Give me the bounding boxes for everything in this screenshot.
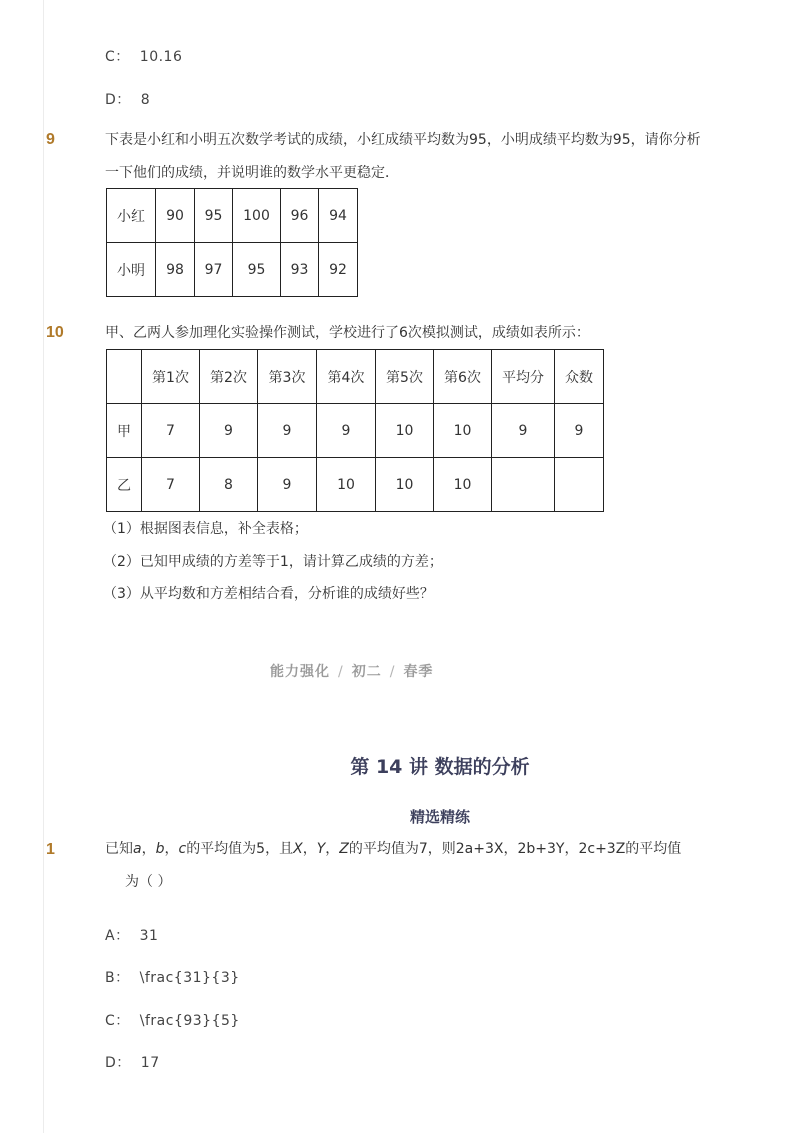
course-footer bbox=[270, 661, 433, 681]
question-number-1: 1 bbox=[46, 841, 55, 858]
question-10-text: 甲、乙两人参加理化实验操作测试，学校进行了6次模拟测试，成绩如表所示： bbox=[105, 325, 590, 341]
option-letter: B bbox=[105, 970, 116, 986]
table-cell-empty bbox=[492, 458, 555, 512]
option-letter: A bbox=[105, 928, 116, 944]
text-segment: 已知 bbox=[105, 841, 133, 857]
option-colon: ： bbox=[115, 928, 130, 944]
footer-course: 能力强化 bbox=[270, 664, 330, 680]
table-cell: 96 bbox=[281, 189, 319, 243]
option-value: 8 bbox=[140, 92, 151, 108]
footer-separator: / bbox=[389, 664, 396, 680]
table-cell: 10 bbox=[434, 404, 492, 458]
table-header-cell: 第5次 bbox=[376, 350, 434, 404]
table-cell: 92 bbox=[319, 243, 358, 297]
q10-score-table bbox=[106, 349, 604, 512]
table-header-cell: 第6次 bbox=[434, 350, 492, 404]
table-cell: 94 bbox=[319, 189, 358, 243]
margin-rule bbox=[43, 0, 44, 1133]
table-cell: 95 bbox=[233, 243, 281, 297]
table-header-cell: 第3次 bbox=[258, 350, 317, 404]
question-9-text bbox=[105, 124, 755, 190]
option-letter: C bbox=[105, 49, 116, 65]
footer-term: 春季 bbox=[403, 664, 434, 680]
subquestion-3: （3）从平均数和方差相结合看，分析谁的成绩好些？ bbox=[103, 586, 434, 602]
table-cell: 9 bbox=[200, 404, 258, 458]
option-colon: ： bbox=[115, 49, 130, 65]
table-cell: 10 bbox=[376, 404, 434, 458]
option-b[interactable] bbox=[105, 967, 240, 987]
table-row bbox=[107, 404, 604, 458]
table-cell: 9 bbox=[258, 404, 317, 458]
question-number-9: 9 bbox=[46, 131, 55, 148]
table-header-cell: 平均分 bbox=[492, 350, 555, 404]
option-d[interactable] bbox=[105, 1052, 160, 1072]
table-cell: 93 bbox=[281, 243, 319, 297]
table-cell: 10 bbox=[434, 458, 492, 512]
lesson-title: 第 14 讲 数据的分析 bbox=[350, 756, 530, 778]
option-a[interactable] bbox=[105, 925, 158, 945]
option-c[interactable] bbox=[105, 1010, 240, 1030]
option-letter: D bbox=[105, 1055, 117, 1071]
table-header-row bbox=[107, 350, 604, 404]
question-1-line2: 为（ ） bbox=[125, 874, 172, 890]
table-cell: 10 bbox=[317, 458, 376, 512]
q9-score-table bbox=[106, 188, 358, 297]
option-value: 31 bbox=[139, 928, 159, 944]
text-segment: ， bbox=[164, 841, 179, 857]
table-cell: 8 bbox=[200, 458, 258, 512]
table-header-cell: 第2次 bbox=[200, 350, 258, 404]
subquestion-1: （1）根据图表信息，补全表格； bbox=[103, 521, 308, 537]
table-cell: 7 bbox=[142, 458, 200, 512]
table-cell: 90 bbox=[156, 189, 195, 243]
option-value: \frac{93}{5} bbox=[139, 1013, 240, 1029]
option-d-prev[interactable] bbox=[105, 89, 150, 109]
table-cell: 9 bbox=[492, 404, 555, 458]
option-letter: D bbox=[105, 92, 117, 108]
text-segment: ， bbox=[141, 841, 156, 857]
question-1-line1 bbox=[105, 833, 765, 866]
table-cell: 97 bbox=[195, 243, 233, 297]
option-value: 10.16 bbox=[139, 49, 183, 65]
table-cell: 10 bbox=[376, 458, 434, 512]
question-number-10: 10 bbox=[46, 324, 64, 341]
table-cell: 小红 bbox=[107, 189, 156, 243]
option-colon: ： bbox=[115, 1013, 130, 1029]
option-value: 17 bbox=[140, 1055, 160, 1071]
math-var: Y bbox=[316, 841, 326, 857]
math-var: c bbox=[178, 841, 187, 857]
table-cell: 小明 bbox=[107, 243, 156, 297]
table-cell: 乙 bbox=[107, 458, 142, 512]
table-row bbox=[107, 189, 358, 243]
table-cell-empty bbox=[555, 458, 604, 512]
footer-separator: / bbox=[338, 664, 344, 680]
option-colon: ： bbox=[116, 1055, 131, 1071]
text-segment: ， bbox=[302, 841, 317, 857]
table-cell: 9 bbox=[555, 404, 604, 458]
question-9-line1: 下表是小红和小明五次数学考试的成绩，小红成绩平均数为95，小明成绩平均数为95，请你分析 bbox=[105, 132, 701, 148]
table-cell: 7 bbox=[142, 404, 200, 458]
option-letter: C bbox=[105, 1013, 116, 1029]
question-1-text bbox=[105, 833, 765, 899]
table-header-cell: 众数 bbox=[555, 350, 604, 404]
footer-grade: 初二 bbox=[351, 664, 382, 680]
table-row bbox=[107, 243, 358, 297]
math-var: X bbox=[293, 841, 303, 857]
math-var: b bbox=[155, 841, 165, 857]
table-cell: 98 bbox=[156, 243, 195, 297]
table-header-cell bbox=[107, 350, 142, 404]
table-row bbox=[107, 458, 604, 512]
question-9-line2: 一下他们的成绩，并说明谁的数学水平更稳定． bbox=[105, 165, 399, 181]
text-segment: 的平均值为5，且 bbox=[186, 841, 294, 857]
math-var: a bbox=[133, 841, 142, 857]
option-c-prev[interactable] bbox=[105, 46, 182, 66]
table-cell: 100 bbox=[233, 189, 281, 243]
table-header-cell: 第1次 bbox=[142, 350, 200, 404]
option-colon: ： bbox=[116, 92, 131, 108]
text-segment: ， bbox=[325, 841, 340, 857]
math-var: Z bbox=[339, 841, 349, 857]
subquestion-2: （2）已知甲成绩的方差等于1，请计算乙成绩的方差； bbox=[103, 554, 443, 570]
table-header-cell: 第4次 bbox=[317, 350, 376, 404]
text-segment: 的平均值为7，则2a+3X，2b+3Y，2c+3Z的平均值 bbox=[348, 841, 682, 857]
table-cell: 甲 bbox=[107, 404, 142, 458]
option-colon: ： bbox=[115, 970, 130, 986]
section-title: 精选精练 bbox=[409, 808, 470, 826]
table-cell: 9 bbox=[317, 404, 376, 458]
table-cell: 95 bbox=[195, 189, 233, 243]
table-cell: 9 bbox=[258, 458, 317, 512]
option-value: \frac{31}{3} bbox=[139, 970, 240, 986]
